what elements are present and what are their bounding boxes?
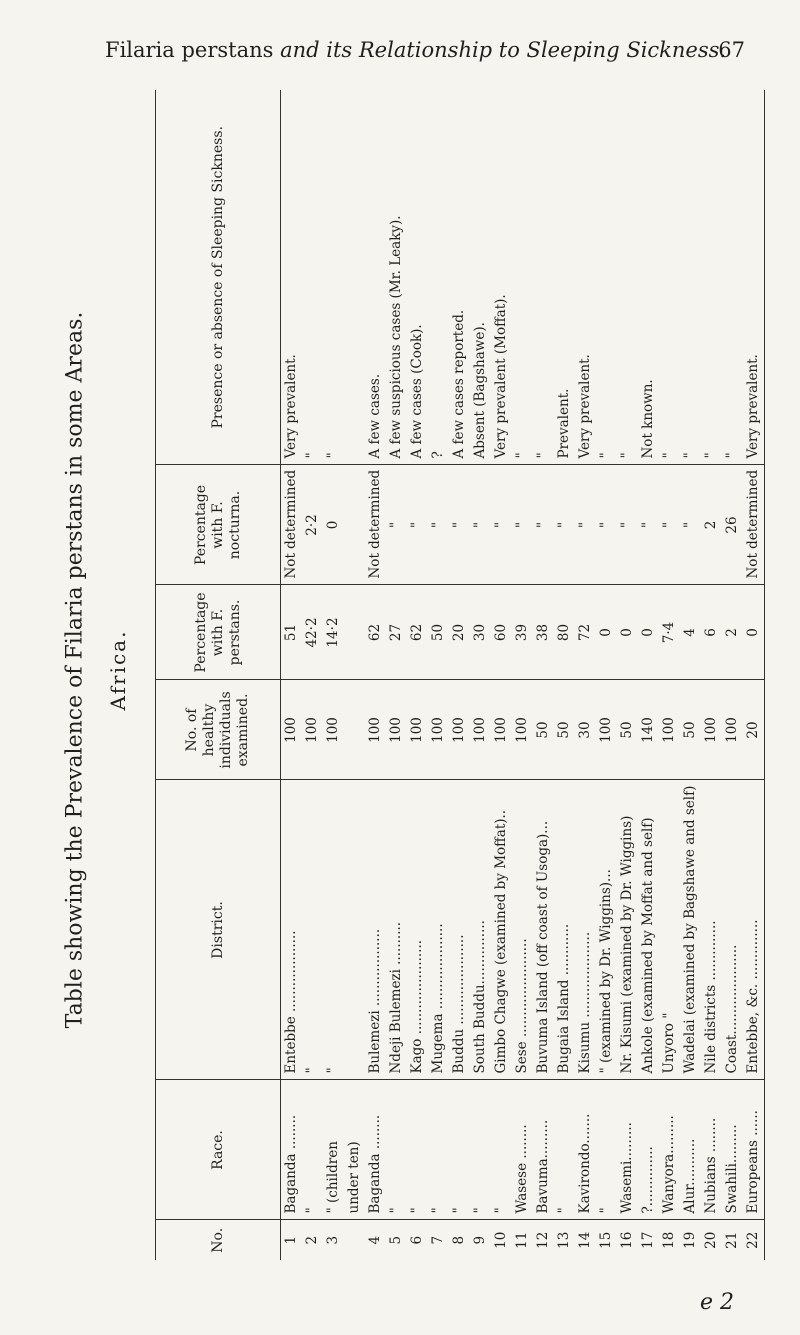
table-row	[365, 90, 386, 1260]
cell-no: 12	[535, 1231, 551, 1249]
cell-sleeping: "	[680, 90, 701, 465]
cell-district	[344, 780, 365, 1080]
cell-sleeping: "	[596, 90, 617, 465]
cell-district: Buddu .....................	[449, 780, 470, 1080]
cell-district: Kago ......................	[407, 780, 428, 1080]
running-title-italic: and its Relationship to Sleeping Sickness.	[273, 38, 727, 62]
cell-perstans: 39	[512, 585, 533, 680]
cell-sleeping: A few cases (Cook).	[407, 90, 428, 465]
table-row	[575, 90, 596, 1260]
col-header-perstans: Percentage with F. perstans.	[156, 585, 281, 680]
cell-race: " (children	[323, 1080, 344, 1220]
cell-district: " (examined by Dr. Wiggins)...	[596, 780, 617, 1080]
page-number: 67	[718, 38, 745, 62]
cell-race: Bavuma.........	[533, 1080, 554, 1220]
cell-race: Nubians ........	[701, 1080, 722, 1220]
table-title	[30, 90, 130, 1250]
cell-nocturna: "	[428, 465, 449, 585]
cell-examined: 100	[386, 680, 407, 780]
cell-nocturna: "	[659, 465, 680, 585]
cell-district: Unyoro "	[659, 780, 680, 1080]
cell-perstans: 0	[638, 585, 659, 680]
cell-nocturna: 0	[323, 465, 344, 585]
cell-district: Buvuma Island (off coast of Usoga)...	[533, 780, 554, 1080]
cell-examined: 100	[302, 680, 323, 780]
cell-district: Nr. Kisumi (examined by Dr. Wiggins)	[617, 780, 638, 1080]
cell-race: Baganda ........	[365, 1080, 386, 1220]
cell-examined: 140	[638, 680, 659, 780]
cell-race: "	[470, 1080, 491, 1220]
cell-perstans: 0	[596, 585, 617, 680]
cell-no: 20	[703, 1231, 719, 1249]
cell-sleeping: Prevalent.	[554, 90, 575, 465]
header-row	[156, 90, 281, 1260]
cell-nocturna: "	[407, 465, 428, 585]
cell-nocturna: Not determined	[365, 465, 386, 585]
cell-perstans: 62	[407, 585, 428, 680]
cell-examined: 100	[449, 680, 470, 780]
table-body	[281, 90, 765, 1260]
cell-examined: 100	[659, 680, 680, 780]
prevalence-table	[155, 90, 800, 1260]
table-row	[680, 90, 701, 1260]
cell-examined: 100	[323, 680, 344, 780]
cell-perstans: 27	[386, 585, 407, 680]
table-row	[743, 90, 765, 1260]
cell-no: 18	[661, 1231, 677, 1249]
cell-examined: 100	[491, 680, 512, 780]
cell-perstans: 7·4	[659, 585, 680, 680]
cell-sleeping: "	[512, 90, 533, 465]
col-header-nocturna: Percentage with F. nocturna.	[156, 465, 281, 585]
cell-perstans: 38	[533, 585, 554, 680]
cell-race: "	[407, 1080, 428, 1220]
cell-no: 4	[367, 1235, 383, 1245]
table-row	[722, 90, 743, 1260]
cell-district: Mugema ....................	[428, 780, 449, 1080]
cell-sleeping: "	[302, 90, 323, 465]
cell-no: 13	[556, 1231, 572, 1249]
cell-district: Bugaia Island ............	[554, 780, 575, 1080]
cell-district: Coast.....................	[722, 780, 743, 1080]
cell-sleeping: "	[533, 90, 554, 465]
cell-nocturna: Not determined	[281, 465, 303, 585]
cell-perstans: 51	[281, 585, 303, 680]
table-row	[701, 90, 722, 1260]
col-header-district: District.	[156, 780, 281, 1080]
cell-no: 15	[598, 1231, 614, 1249]
cell-nocturna: 26	[722, 465, 743, 585]
cell-no: 6	[409, 1235, 425, 1245]
table-row	[554, 90, 575, 1260]
cell-perstans: 80	[554, 585, 575, 680]
table-row	[302, 90, 323, 1260]
cell-no: 14	[577, 1231, 593, 1249]
cell-no: 5	[388, 1235, 404, 1245]
cell-race: Wanyora.........	[659, 1080, 680, 1220]
cell-district: South Buddu...............	[470, 780, 491, 1080]
cell-nocturna: "	[596, 465, 617, 585]
cell-nocturna: "	[491, 465, 512, 585]
cell-perstans: 42·2	[302, 585, 323, 680]
cell-no: 19	[682, 1231, 698, 1249]
cell-no	[344, 1220, 365, 1260]
cell-race: "	[596, 1080, 617, 1220]
cell-nocturna: "	[386, 465, 407, 585]
cell-perstans: 4	[680, 585, 701, 680]
cell-sleeping: Very prevalent (Moffat).	[491, 90, 512, 465]
cell-examined	[344, 680, 365, 780]
cell-sleeping: Very prevalent.	[743, 90, 765, 465]
cell-race: "	[428, 1080, 449, 1220]
table-row	[449, 90, 470, 1260]
cell-examined: 50	[680, 680, 701, 780]
cell-no: 1	[283, 1235, 299, 1245]
cell-sleeping: "	[659, 90, 680, 465]
cell-examined: 100	[512, 680, 533, 780]
cell-examined: 50	[533, 680, 554, 780]
cell-nocturna: 2	[701, 465, 722, 585]
cell-sleeping: A few cases.	[365, 90, 386, 465]
table-row	[596, 90, 617, 1260]
table-row	[512, 90, 533, 1260]
cell-nocturna: "	[575, 465, 596, 585]
table-row	[428, 90, 449, 1260]
table-row	[281, 90, 303, 1260]
cell-nocturna: "	[638, 465, 659, 585]
cell-race: Europeans ......	[743, 1080, 765, 1220]
table-title-line: Table showing the Prevalence of Filaria perstans in some Areas.	[62, 311, 88, 1029]
cell-no: 22	[745, 1231, 761, 1249]
data-table	[155, 90, 765, 1260]
cell-district: Entebbe, &c. ..............	[743, 780, 765, 1080]
cell-sleeping: A few cases reported.	[449, 90, 470, 465]
table-row	[470, 90, 491, 1260]
cell-nocturna: Not determined	[743, 465, 765, 585]
table-row	[659, 90, 680, 1260]
cell-nocturna: "	[512, 465, 533, 585]
cell-race: Alur...........	[680, 1080, 701, 1220]
cell-race: "	[491, 1080, 512, 1220]
cell-examined: 20	[743, 680, 765, 780]
cell-race: Kavirondo.......	[575, 1080, 596, 1220]
cell-sleeping: Not known.	[638, 90, 659, 465]
cell-race: "	[449, 1080, 470, 1220]
cell-no: 21	[724, 1231, 740, 1249]
col-header-examined: No. of healthy individuals examined.	[156, 680, 281, 780]
cell-examined: 100	[596, 680, 617, 780]
cell-examined: 30	[575, 680, 596, 780]
cell-perstans: 60	[491, 585, 512, 680]
cell-perstans: 30	[470, 585, 491, 680]
cell-perstans	[344, 585, 365, 680]
table-row	[386, 90, 407, 1260]
table-row	[638, 90, 659, 1260]
cell-examined: 50	[554, 680, 575, 780]
cell-race: Swahili.........	[722, 1080, 743, 1220]
cell-race: "	[554, 1080, 575, 1220]
cell-race: ?..............	[638, 1080, 659, 1220]
cell-district: Nile districts ..............	[701, 780, 722, 1080]
cell-district: "	[302, 780, 323, 1080]
cell-perstans: 14·2	[323, 585, 344, 680]
cell-nocturna: "	[554, 465, 575, 585]
cell-district: Ndeji Bulemezi ..........	[386, 780, 407, 1080]
cell-no: 7	[430, 1235, 446, 1245]
cell-perstans: 50	[428, 585, 449, 680]
cell-district: Kisumu ....................	[575, 780, 596, 1080]
cell-examined: 100	[722, 680, 743, 780]
col-header-no: No.	[156, 1220, 281, 1260]
cell-race: under ten)	[344, 1080, 365, 1220]
cell-perstans: 62	[365, 585, 386, 680]
cell-nocturna: "	[533, 465, 554, 585]
cell-no: 11	[514, 1231, 530, 1249]
cell-no: 17	[640, 1231, 656, 1249]
cell-no: 2	[304, 1235, 320, 1245]
cell-sleeping: ?	[428, 90, 449, 465]
cell-nocturna: 2·2	[302, 465, 323, 585]
cell-no: 9	[472, 1235, 488, 1245]
cell-sleeping: A few suspicious cases (Mr. Leaky).	[386, 90, 407, 465]
cell-examined: 100	[407, 680, 428, 780]
cell-nocturna: "	[470, 465, 491, 585]
cell-no: 8	[451, 1235, 467, 1245]
cell-district: "	[323, 780, 344, 1080]
col-header-sleeping: Presence or absence of Sleeping Sickness.	[156, 90, 281, 465]
cell-nocturna: "	[449, 465, 470, 585]
cell-perstans: 0	[743, 585, 765, 680]
cell-district: Sese .......................	[512, 780, 533, 1080]
cell-examined: 50	[617, 680, 638, 780]
running-title-plain: Filaria perstans	[105, 38, 274, 62]
cell-nocturna: "	[680, 465, 701, 585]
cell-race: Wasemi.........	[617, 1080, 638, 1220]
running-head	[105, 38, 745, 68]
region-heading: Africa.	[106, 629, 130, 711]
cell-nocturna	[344, 465, 365, 585]
col-header-race: Race.	[156, 1080, 281, 1220]
cell-race: Baganda ........	[281, 1080, 303, 1220]
cell-sleeping: Very prevalent.	[281, 90, 303, 465]
cell-sleeping: Very prevalent.	[575, 90, 596, 465]
cell-perstans: 2	[722, 585, 743, 680]
cell-no: 10	[493, 1231, 509, 1249]
table-row	[617, 90, 638, 1260]
cell-sleeping: "	[617, 90, 638, 465]
cell-perstans: 0	[617, 585, 638, 680]
cell-race: Wasese ........	[512, 1080, 533, 1220]
cell-sleeping: "	[701, 90, 722, 465]
cell-sleeping	[344, 90, 365, 465]
cell-sleeping: Absent (Bagshawe).	[470, 90, 491, 465]
table-row	[344, 90, 365, 1260]
cell-sleeping: "	[722, 90, 743, 465]
signature-mark: e 2	[700, 1290, 735, 1315]
cell-examined: 100	[365, 680, 386, 780]
cell-district: Gimbo Chagwe (examined by Moffat)..	[491, 780, 512, 1080]
cell-perstans: 20	[449, 585, 470, 680]
table-row	[407, 90, 428, 1260]
cell-examined: 100	[281, 680, 303, 780]
cell-nocturna: "	[617, 465, 638, 585]
cell-examined: 100	[470, 680, 491, 780]
cell-perstans: 6	[701, 585, 722, 680]
cell-race: "	[302, 1080, 323, 1220]
cell-sleeping: "	[323, 90, 344, 465]
cell-district: Entebbe ...................	[281, 780, 303, 1080]
table-row	[491, 90, 512, 1260]
cell-examined: 100	[701, 680, 722, 780]
table-row	[323, 90, 344, 1260]
cell-district: Ankole (examined by Moffat and self)	[638, 780, 659, 1080]
cell-examined: 100	[428, 680, 449, 780]
cell-perstans: 72	[575, 585, 596, 680]
cell-district: Wadelai (examined by Bagshawe and self)	[680, 780, 701, 1080]
cell-race: "	[386, 1080, 407, 1220]
cell-no: 16	[619, 1231, 635, 1249]
cell-no: 3	[325, 1235, 341, 1245]
table-row	[533, 90, 554, 1260]
cell-district: Bulemezi ..................	[365, 780, 386, 1080]
